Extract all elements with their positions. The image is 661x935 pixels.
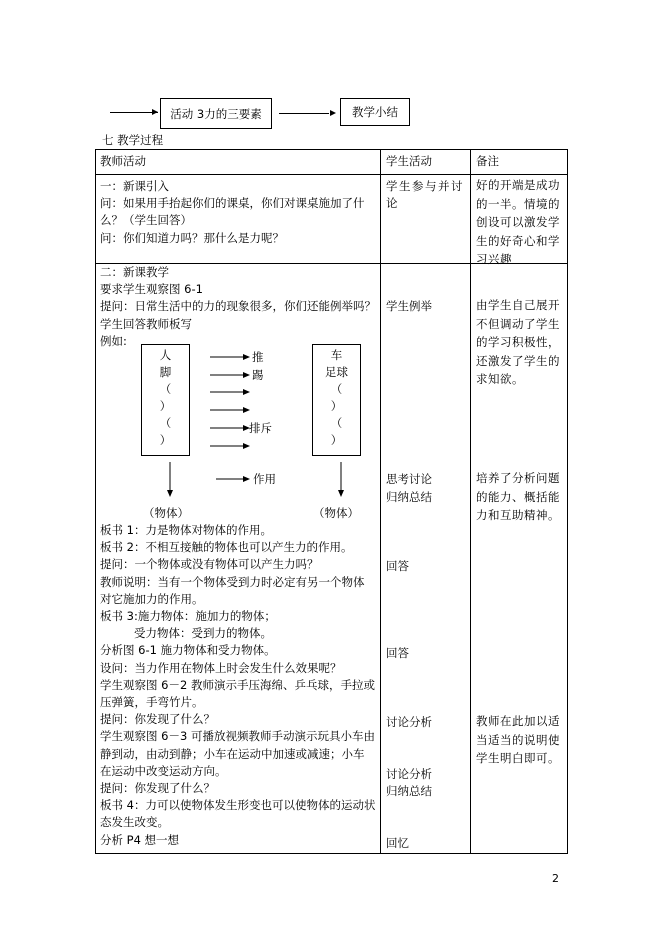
left-caption: （物体） (143, 506, 189, 520)
row2-teacher-bottom (100, 522, 375, 849)
row2-student-example: 学生例举 (386, 299, 432, 313)
header-note: 备注 (476, 154, 499, 168)
example-left-box-line: ） (159, 433, 172, 447)
row1-teacher-line: 一：新课引入 (100, 179, 169, 193)
example-left-box-line: （ (159, 382, 172, 396)
row2-teacher-line: 在运动中改变运动方向。 (100, 763, 227, 778)
right-caption: （物体） (313, 506, 359, 520)
row2-teacher-line: 板书 3:施力物体：施加力的物体； (100, 609, 276, 624)
row1-teacher-line: 问：你们知道力吗？那什么是力呢？ (100, 230, 284, 245)
row1-note-line: 的一半。情境的 (476, 196, 560, 211)
row2-note-line: 的能力、概括能 (476, 489, 560, 504)
row2-teacher-line: 要求学生观察图 6-1 (100, 282, 203, 297)
row1-note-line: 好的开端是成功 (476, 178, 560, 192)
row2-teacher-line: 提问：日常生活中的力的现象很多，你们还能例举吗？ (100, 299, 376, 314)
example-right-box-line: 足球 (325, 365, 348, 379)
row2-note-line: 求知欲。 (476, 372, 524, 386)
row2-note-line: 当适当的说明使 (476, 732, 560, 747)
row2-teacher-line: 对它施加力的作用。 (100, 591, 204, 606)
example-left-box-line: ） (159, 399, 172, 413)
row1-note-line: 习兴趣 (476, 252, 512, 266)
row2-teacher-line: 板书 2：不相互接触的物体也可以产生力的作用。 (100, 540, 353, 555)
example-right-box-line: 车 (330, 348, 343, 362)
row2-teacher-line: 二：新课教学 (100, 265, 169, 279)
row2-teacher-line: 分析 P4 想一想 (100, 832, 180, 847)
row2-note-line: 的学习积极性， (476, 335, 560, 349)
arrow-label-push: 推 (252, 350, 264, 364)
row2-teacher-line: 学生观察图 6－2 教师演示手压海绵、乒乓球，手拉或 (100, 677, 375, 692)
row2-teacher-line: 板书 4：力可以使物体发生形变也可以使物体的运动状 (100, 798, 376, 813)
row2-teacher-line: 设问：当力作用在物体上时会发生什么效果呢？ (100, 660, 342, 675)
row1-teacher-line: 么？（学生回答） (100, 213, 192, 228)
row2-note-3 (476, 712, 560, 768)
header-teacher: 教师活动 (100, 154, 146, 168)
row2-teacher-line: 例如: (100, 333, 127, 348)
row2-note-line: 不但调动了学生 (476, 316, 560, 331)
row2-student-analyze-2: 讨论分析 (386, 767, 432, 781)
example-right-box-line: （ (330, 382, 343, 396)
row2-note-line: 力和互助精神。 (476, 508, 560, 522)
section-title: 七 教学过程 (102, 133, 164, 147)
row2-note-line: 由学生自己展开 (476, 298, 560, 312)
row2-teacher-line: 压弹簧，手弯竹片。 (100, 695, 204, 710)
row2-teacher-line: 学生回答教师板写 (100, 316, 192, 331)
example-left-box-line: （ (159, 416, 172, 430)
row2-teacher-line: 分析图 6-1 施力物体和受力物体。 (100, 643, 276, 658)
row2-teacher-line: 学生观察图 6－3 可播放视频教师手动演示玩具小车由 (100, 729, 375, 744)
page-number: 2 (552, 872, 559, 885)
arrow-label-kick: 踢 (252, 368, 264, 382)
row2-note-1 (476, 296, 560, 389)
row2-student-summarize-2: 归纳总结 (386, 784, 432, 798)
row1-teacher-line: 问：如果用手抬起你们的课桌，你们对课桌施加了什 (100, 196, 365, 211)
row2-student-answer-2: 回答 (386, 646, 409, 660)
example-right-box-line: ） (330, 433, 343, 447)
example-right-box-line: （ (330, 416, 343, 430)
row1-student-line: 论 (386, 196, 399, 211)
row2-note-line: 培养了分析问题 (476, 471, 560, 485)
row2-note-line: 学生明白即可。 (476, 751, 560, 765)
row2-student-discuss: 思考讨论 (386, 472, 432, 486)
row2-teacher-line: 态发生改变。 (100, 815, 169, 830)
row2-teacher-line: 静到动，由动到静；小车在运动中加速或减速；小车 (100, 746, 365, 761)
row2-note-2 (476, 469, 560, 525)
row1-student-line: 学生参与并讨 (386, 179, 464, 193)
flow-box-activity-label: 活动 3力的三要素 (170, 106, 262, 121)
arrow-label-repel: 排斥 (249, 421, 272, 435)
flow-box-summary-label: 教学小结 (352, 105, 398, 119)
row2-student-analyze-1: 讨论分析 (386, 715, 432, 729)
row2-note-line: 还激发了学生的 (476, 353, 560, 368)
row2-teacher-line: 提问：你发现了什么？ (100, 781, 215, 796)
row2-student-summarize: 归纳总结 (386, 490, 432, 504)
example-left-box-line: 脚 (159, 365, 172, 379)
row2-student-recall: 回忆 (386, 836, 409, 850)
header-student: 学生活动 (386, 154, 432, 168)
row2-teacher-line: 板书 1：力是物体对物体的作用。 (100, 523, 272, 537)
row2-teacher-line: 受力物体：受到力的物体。 (134, 626, 272, 641)
row1-note-line: 创设可以激发学 (476, 215, 560, 229)
arrow-label-action: 作用 (253, 472, 276, 486)
row2-note-line: 教师在此加以适 (476, 714, 560, 728)
row2-teacher-line: 教师说明：当有一个物体受到力时必定有另一个物体 (100, 574, 365, 589)
row1-note-line: 生的好奇心和学 (476, 233, 560, 248)
example-left-box-line: 人 (159, 348, 172, 362)
example-right-box-line: ） (330, 399, 343, 413)
row2-student-answer-1: 回答 (386, 559, 409, 573)
row2-teacher-line: 提问：你发现了什么？ (100, 712, 215, 727)
row2-teacher-line: 提问：一个物体或没有物体可以产生力吗？ (100, 557, 319, 572)
